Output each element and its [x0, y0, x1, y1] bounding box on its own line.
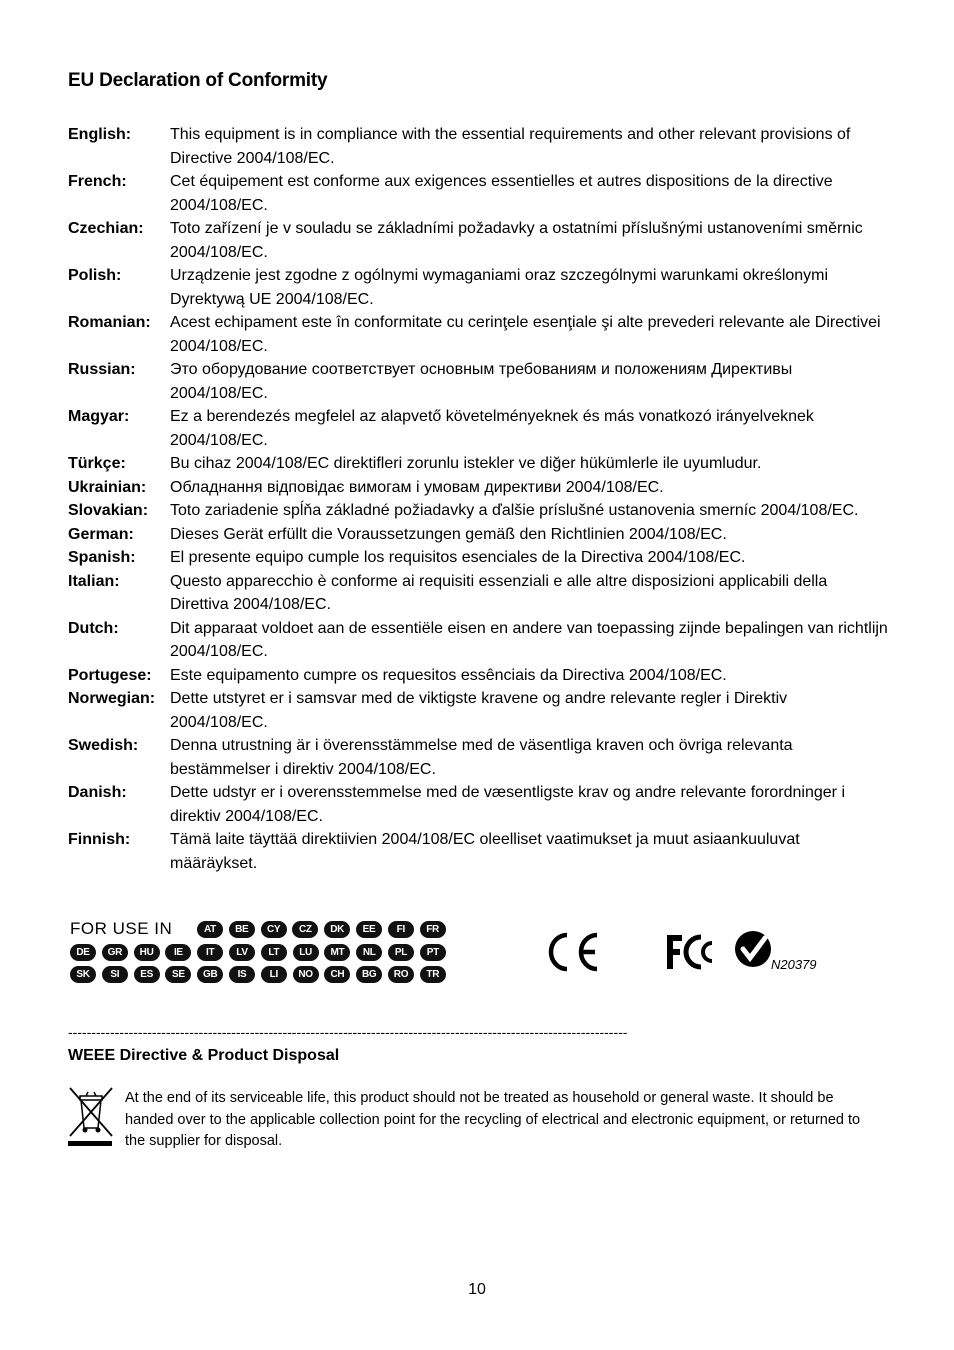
declaration-text: Dette utstyret er i samsvar med de viktigste kravene og andre relevante regler i Direktiv 2004/108/EC.: [170, 690, 788, 731]
country-badges: [70, 919, 450, 987]
c-tick-mark-icon: [734, 930, 772, 968]
declaration-row: [68, 734, 888, 781]
country-badge: GR: [102, 944, 128, 961]
separator-line: ------------------------------------------------------------------------------------------------------------------------: [68, 1024, 628, 1040]
declaration-text: El presente equipo cumple los requisitos esenciales de la Directiva 2004/108/EC.: [170, 549, 746, 566]
declaration-language: Czechian:: [68, 220, 144, 237]
declaration-row: [68, 264, 888, 311]
declaration-row: [68, 452, 888, 476]
declaration-language: Italian:: [68, 572, 120, 590]
declaration-language: Portugese:: [68, 666, 152, 684]
country-badge: LU: [293, 944, 319, 961]
country-badge: IT: [197, 944, 223, 961]
declaration-text: Toto zariadenie spĺňa základné požiadavky a ďalšie príslušné ustanovenia smerníc 2004/108/EC.: [170, 502, 859, 519]
declaration-language: Spanish:: [68, 549, 136, 566]
country-badge: EE: [356, 921, 382, 938]
declaration-row: [68, 123, 888, 170]
country-badge: IS: [229, 966, 255, 983]
declaration-language: Magyar:: [68, 408, 130, 425]
declaration-text: Questo apparecchio è conforme ai requisiti essenziali e alle altre disposizioni applicabili della Direttiva 2004/108/EC.: [170, 572, 828, 613]
country-badge: LI: [261, 966, 287, 983]
declaration-language: English:: [68, 126, 132, 143]
country-badge: ES: [134, 966, 160, 983]
weee-heading: WEEE Directive & Product Disposal: [68, 1047, 340, 1064]
declaration-language: German:: [68, 525, 134, 543]
fcc-mark-icon: [664, 933, 720, 971]
declaration-language: Ukrainian:: [68, 478, 147, 496]
country-badge: FI: [388, 921, 414, 938]
declaration-row: [68, 781, 888, 828]
declaration-text: Toto zařízení je v souladu se základními požadavky a ostatními příslušnými ustanoveními směrnic 2004/108/EC.: [170, 220, 863, 261]
declaration-text: Ez a berendezés megfelel az alapvető követelményeknek és más vonatkozó irányelveknek 2004/108/EC.: [170, 408, 814, 449]
declaration-text: Urządzenie jest zgodne z ogólnymi wymaganiami oraz szczególnymi warunkami określonymi Dyrektywą UE 2004/108/EC.: [170, 267, 829, 308]
declaration-language: Dutch:: [68, 619, 119, 637]
declaration-text: Cet équipement est conforme aux exigences essentielles et autres dispositions de la directive 2004/108/EC.: [170, 173, 833, 214]
country-badge: NL: [356, 944, 382, 961]
declaration-language: Swedish:: [68, 737, 139, 754]
declaration-text: This equipment is in compliance with the essential requirements and other relevant provisions of Directive 2004/108/EC.: [170, 126, 851, 167]
declaration-row: [68, 170, 888, 217]
declaration-row: [68, 311, 888, 358]
declaration-row: [68, 476, 888, 500]
weee-text: At the end of its serviceable life, this product should not be treated as household or general waste. It should be handed over to the applicable collection point for the recycling of electrical and electronic equipment, or returned to the supplier for disposal.: [125, 1090, 861, 1149]
declaration-row: [68, 570, 888, 617]
country-badge: TR: [420, 966, 446, 983]
country-badge: NO: [293, 966, 319, 983]
declaration-language: Polish:: [68, 267, 122, 284]
declaration-language: Türkçe:: [68, 455, 126, 472]
country-badge: LT: [261, 944, 287, 961]
for-use-in-label: FOR USE IN: [70, 919, 173, 938]
ce-mark-icon: [546, 930, 602, 974]
declaration-language: Romanian:: [68, 314, 151, 331]
country-badge: SE: [165, 966, 191, 983]
country-badge: SI: [102, 966, 128, 983]
declaration-language: Danish:: [68, 784, 127, 801]
country-badge: PL: [388, 944, 414, 961]
country-badge: DE: [70, 944, 96, 961]
declaration-text: Dieses Gerät erfüllt die Voraussetzungen gemäß den Richtlinien 2004/108/EC.: [170, 525, 727, 543]
declaration-row: [68, 217, 888, 264]
declaration-text: Обладнання відповідає вимогам і умовам директиви 2004/108/EC.: [170, 478, 664, 496]
declaration-language: Finnish:: [68, 831, 131, 848]
declaration-row: [68, 546, 888, 570]
country-badge: HU: [134, 944, 160, 961]
declaration-text: Это оборудование соответствует основным требованиям и положениям Директивы 2004/108/EC.: [170, 361, 793, 402]
country-badge: DK: [324, 921, 350, 938]
declaration-language: Norwegian:: [68, 690, 156, 707]
declaration-row: [68, 499, 888, 523]
country-badge: PT: [420, 944, 446, 961]
declaration-row: [68, 617, 888, 664]
country-badge: RO: [388, 966, 414, 983]
declaration-row: [68, 358, 888, 405]
declaration-row: [68, 828, 888, 875]
country-badge: IE: [165, 944, 191, 961]
c-tick-code: N20379: [771, 957, 817, 972]
declaration-text: Denna utrustning är i överensstämmelse med de väsentliga kraven och övriga relevanta bestämmelser i direktiv 2004/108/EC.: [170, 737, 793, 778]
country-badge: BG: [356, 966, 382, 983]
country-badge: SK: [70, 966, 96, 983]
country-badge: LV: [229, 944, 255, 961]
declaration-text: Dette udstyr er i overensstemmelse med de væsentligste krav og andre relevante forordninger i direktiv 2004/108/EC.: [170, 784, 845, 825]
declaration-language: French:: [68, 173, 127, 190]
declaration-row: [68, 405, 888, 452]
page-title: EU Declaration of Conformity: [68, 70, 328, 91]
country-badge: FR: [420, 921, 446, 938]
declaration-row: [68, 687, 888, 734]
declaration-language: Slovakian:: [68, 502, 149, 519]
country-badge: BE: [229, 921, 255, 938]
declaration-list: [68, 123, 888, 875]
crossed-out-wheelie-bin-icon: [68, 1086, 114, 1148]
declaration-text: Tämä laite täyttää direktiivien 2004/108/EC oleelliset vaatimukset ja muut asiaankuuluvat määräykset.: [170, 831, 800, 872]
country-badge: CY: [261, 921, 287, 938]
page-number: 10: [468, 1281, 486, 1298]
country-badge: CZ: [292, 921, 318, 938]
declaration-row: [68, 523, 888, 547]
declaration-text: Bu cihaz 2004/108/EC direktifleri zorunlu istekler ve diğer hükümlerle ile uyumludur.: [170, 455, 762, 472]
declaration-text: Este equipamento cumpre os requesitos essênciais da Directiva 2004/108/EC.: [170, 666, 727, 684]
country-badge: AT: [197, 921, 223, 938]
country-badge: CH: [324, 966, 350, 983]
declaration-text: Acest echipament este în conformitate cu cerinţele esenţiale şi alte prevederi relevante ale Directivei 2004/108/EC.: [170, 314, 881, 355]
declaration-row: [68, 664, 888, 688]
country-badge: GB: [197, 966, 223, 983]
country-badge: MT: [324, 944, 350, 961]
declaration-language: Russian:: [68, 361, 136, 378]
declaration-text: Dit apparaat voldoet aan de essentiële eisen en andere van toepassing zijnde bepalingen van richtlijn 2004/108/EC.: [170, 619, 888, 660]
